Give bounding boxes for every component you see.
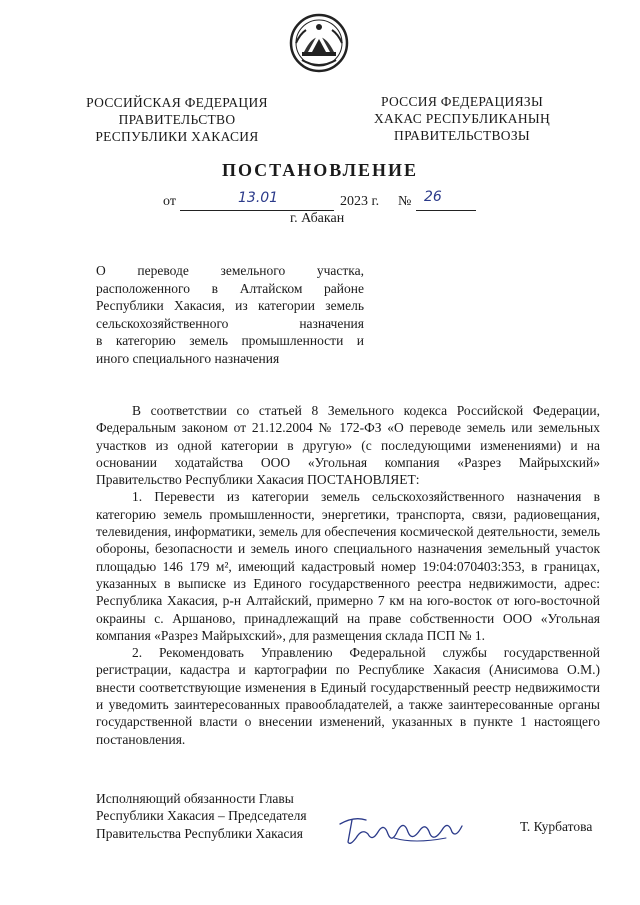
number-sign: № xyxy=(398,194,412,209)
city: г. Абакан xyxy=(290,211,345,226)
date-handwritten: 13.01 xyxy=(238,190,279,206)
header-right xyxy=(352,93,572,144)
document-title: ПОСТАНОВЛЕНИЕ xyxy=(221,160,419,180)
document-body xyxy=(96,402,600,748)
subject-line: О переводе земельного участка, xyxy=(96,263,364,278)
header-left-line: РЕСПУБЛИКИ ХАКАСИЯ xyxy=(95,129,259,144)
handwritten-signature xyxy=(334,808,474,850)
date-prefix: от xyxy=(163,194,176,209)
header-left-line: ПРАВИТЕЛЬСТВО xyxy=(118,112,236,127)
signatory-position-line: Республики Хакасия – Председателя xyxy=(96,808,307,824)
number-handwritten: 26 xyxy=(424,189,442,205)
subject-line: сельскохозяйственного назначения xyxy=(96,315,364,331)
subject-line: Республики Хакасия, из категории земель xyxy=(96,298,364,313)
preamble-paragraph: В соответствии со статьей 8 Земельного кодекса Российской Федерации, Федеральным законом от 21.12.2004 № 172-ФЗ «О переводе земель или земельных участков из одной категории в другую» (с последующими изменениями) и на основании ходатайства ООО «Угольная компания «Разрез Майрыхский» Правительство Республики Хакасия ПОСТАНОВЛЯЕТ: xyxy=(96,403,600,488)
header-right-line: РОССИЯ ФЕДЕРАЦИЯЗЫ xyxy=(380,94,544,109)
header-left-line: РОССИЙСКАЯ ФЕДЕРАЦИЯ xyxy=(86,95,268,110)
signatory-position xyxy=(96,790,307,842)
date-year: 2023 г. xyxy=(340,194,380,209)
signatory-position-line: Исполняющий обязанности Главы xyxy=(96,791,294,806)
header-right-line: ХАКАС РЕСПУБЛИКАНЫҢ xyxy=(373,111,551,126)
document-subject xyxy=(96,262,364,367)
subject-line: в категорию земель промышленности и xyxy=(96,333,364,348)
header-left xyxy=(72,94,282,145)
clause-1-paragraph: 1. Перевести из категории земель сельскохозяйственного назначения в категорию земель промышленности, энергетики, транспорта, связи, радиовещания, телевидения, информатики, земель для обеспечения космической деятельности, земель обороны, безопасности и земель иного специального назначения земельный участок площадью 146 179 м², имеющий кадастровый номер 19:04:070403:353, в границах, указанных в выписке из Единого государственного реестра недвижимости, адрес: Республика Хакасия, р-н Алтайский, примерно 7 км на юго-восток от юго-восточной окраины с. Аршаново, принадлежащий на праве собственности ООО «Угольная компания «Разрез Майрыхский», для размещения склада ПСП № 1. xyxy=(96,489,600,643)
subject-line: расположенного в Алтайском районе xyxy=(96,280,364,296)
subject-line: иного специального назначения xyxy=(96,350,280,366)
clause-2-paragraph: 2. Рекомендовать Управлению Федеральной службы государственной регистрации, кадастра и картографии по Республике Хакасия (Анисимова О.М.) внести соответствующие изменения в Единый государственный реестр недвижимости и уведомить заинтересованных правообладателей, а также заинтересованные органы государственной власти о внесении изменений, указанных в пункте 1 настоящего постановления. xyxy=(96,645,600,747)
signer-name: Т. Курбатова xyxy=(520,819,593,834)
coat-of-arms-icon xyxy=(288,12,350,74)
header-right-line: ПРАВИТЕЛЬСТВОЗЫ xyxy=(394,128,530,143)
signatory-position-line: Правительства Республики Хакасия xyxy=(96,825,303,841)
